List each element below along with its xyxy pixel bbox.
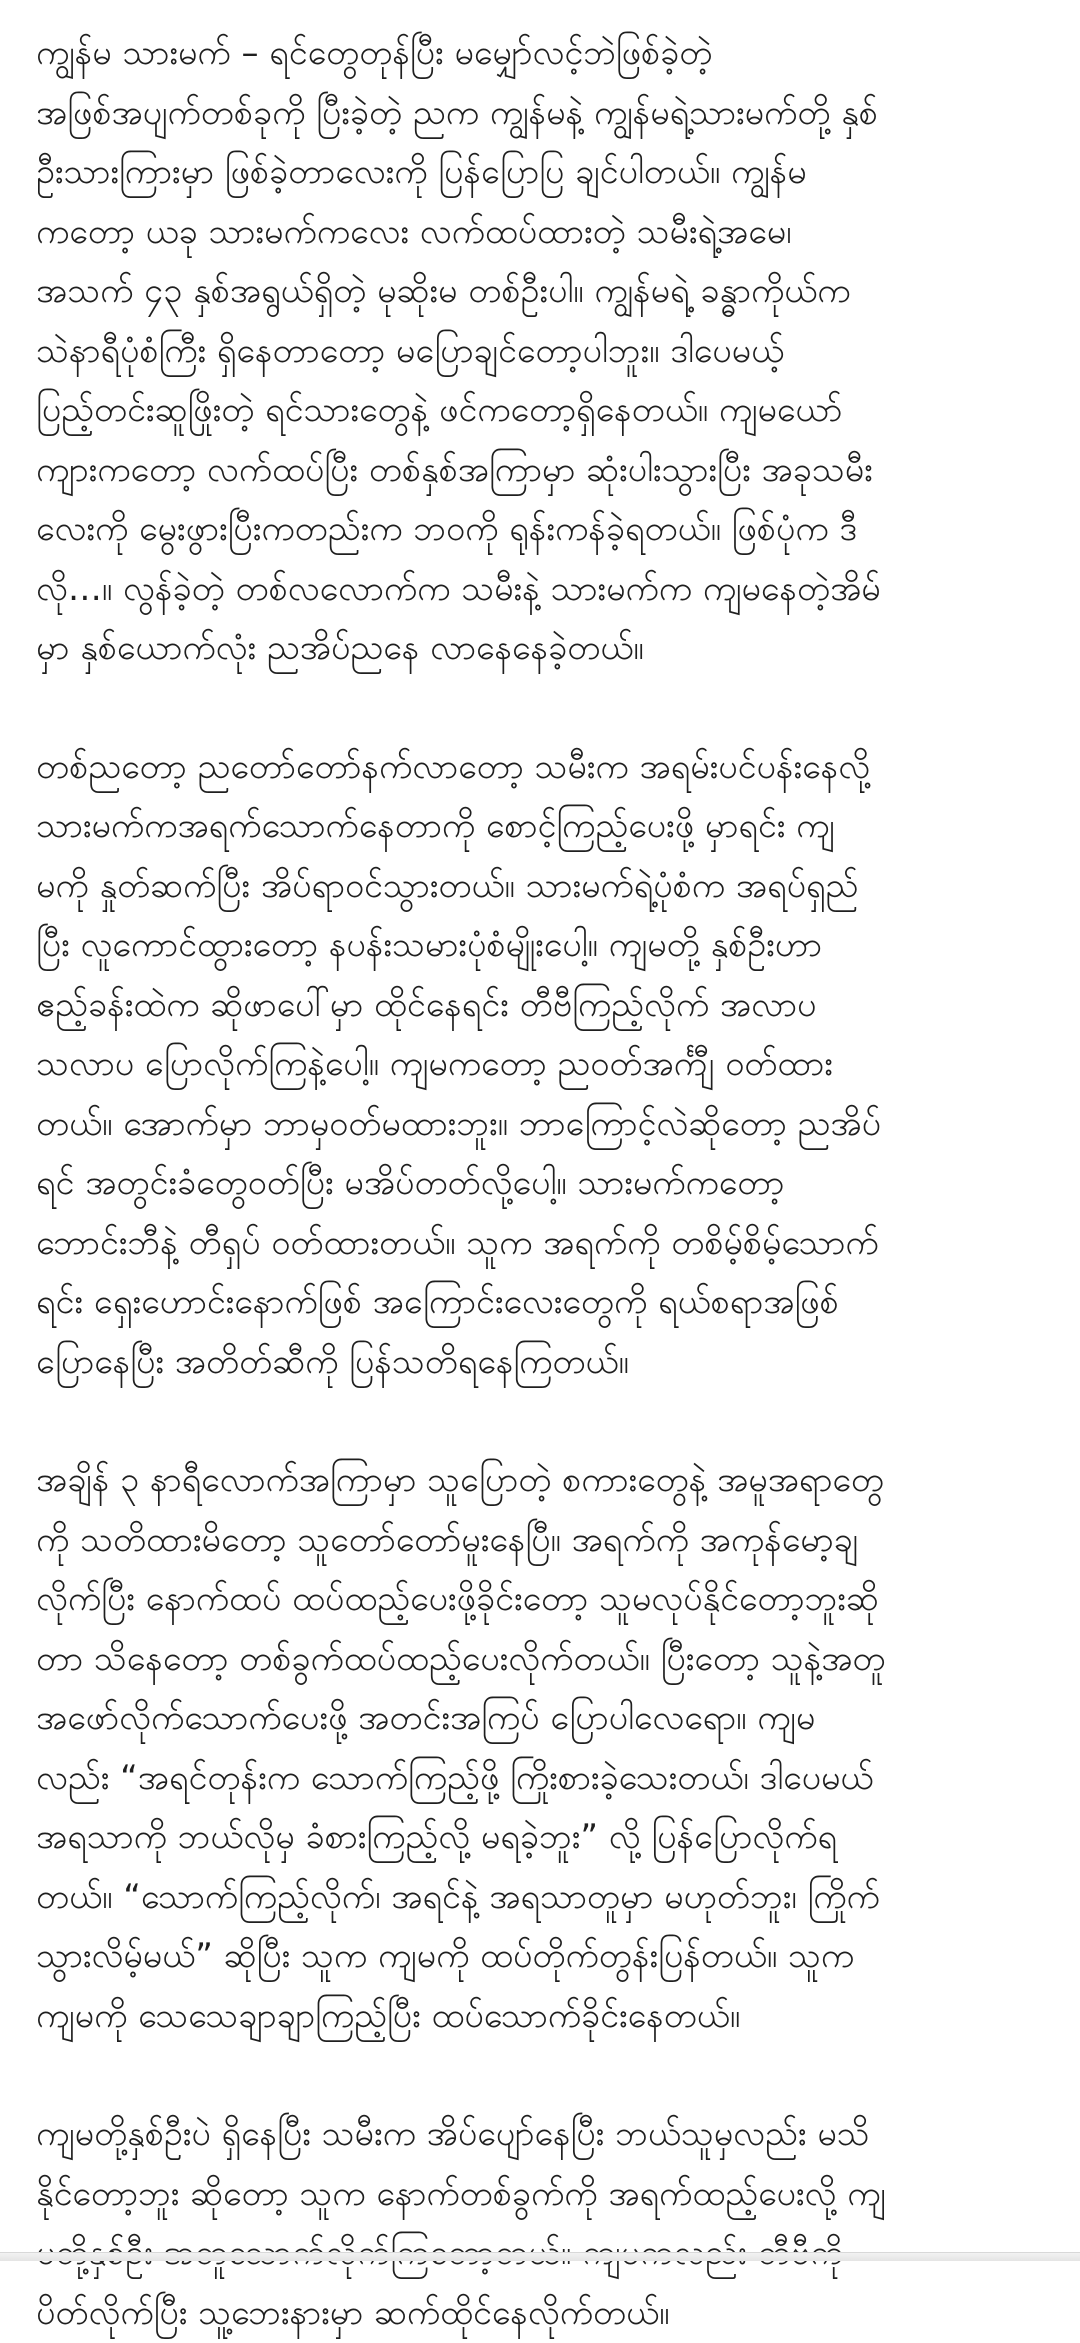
paragraph-3	[36, 1451, 1048, 2046]
article-body	[36, 0, 1048, 2261]
text-line: တစ်ညတော့ ညတော်တော်နက်လာတော့ သမီးက အရမ်းပင်ပန်းနေလို့	[36, 738, 1048, 798]
text-line: ကတော့ ယခု သားမက်ကလေး လက်ထပ်ထားတဲ့ သမီးရဲ့အမေ၊	[36, 203, 1048, 263]
text-line: လေးကို မွေးဖွားပြီးကတည်းက ဘဝကို ရုန်းကန်ခဲ့ရတယ်။ ဖြစ်ပုံက ဒီ	[36, 500, 1048, 560]
text-line: အရသာကို ဘယ်လိုမှ ခံစားကြည့်လို့ မရခဲ့ဘူး” လို့ ပြန်ပြောလိုက်ရ	[36, 1808, 1048, 1868]
text-line: လည်း “အရင်တုန်းက သောက်ကြည့်ဖို့ ကြိုးစားခဲ့သေးတယ်၊ ဒါပေမယ်	[36, 1749, 1048, 1809]
bottom-edge-bar	[0, 2252, 1080, 2261]
text-line: ဧည့်ခန်းထဲက ဆိုဖာပေါ်မှာ ထိုင်နေရင်း တီဗီကြည့်လိုက် အလာပ	[36, 976, 1048, 1036]
text-line: ဘောင်းဘီနဲ့ တီရှပ် ဝတ်ထားတယ်။ သူက အရက်ကို တစိမ့်စိမ့်သောက်	[36, 1214, 1048, 1274]
text-line: သဲနာရီပုံစံကြီး ရှိနေတာတော့ မပြောချင်တော့ပါဘူး။ ဒါပေမယ့်	[36, 322, 1048, 382]
text-line: ပြီး လူကောင်ထွားတော့ နပန်းသမားပုံစံမျိုးပေါ့။ ကျမတို့ နှစ်ဦးဟာ	[36, 916, 1048, 976]
paragraph-4	[36, 2105, 1048, 2343]
text-line: နိုင်တော့ဘူး ဆိုတော့ သူက နောက်တစ်ခွက်ကို အရက်ထည့်ပေးလို့ ကျ	[36, 2165, 1048, 2225]
text-line: ကို သတိထားမိတော့ သူတော်တော်မူးနေပြီ။ အရက်ကို အကုန်မော့ချ	[36, 1511, 1048, 1571]
text-line: တာ သိနေတော့ တစ်ခွက်ထပ်ထည့်ပေးလိုက်တယ်။ ပြီးတော့ သူနဲ့အတူ	[36, 1630, 1048, 1690]
text-line: ကျမကို သေသေချာချာကြည့်ပြီး ထပ်သောက်ခိုင်းနေတယ်။	[36, 1987, 1048, 2047]
text-line: အဖြစ်အပျက်တစ်ခုကို ပြီးခဲ့တဲ့ ညက ကျွန်မနဲ့ ကျွန်မရဲ့သားမက်တို့ နှစ်	[36, 84, 1048, 144]
text-line: အဖော်လိုက်သောက်ပေးဖို့ အတင်းအကြပ် ပြောပါလေရော။ ကျမ	[36, 1689, 1048, 1749]
text-line: အသက် ၄၃ နှစ်အရွယ်ရှိတဲ့ မုဆိုးမ တစ်ဦးပါ။ ကျွန်မရဲ့ ခန္ဓာကိုယ်က	[36, 262, 1048, 322]
text-line: သလာပ ပြောလိုက်ကြနဲ့ပေါ့။ ကျမကတော့ ညဝတ်အင်္ကျီ ဝတ်ထား	[36, 1035, 1048, 1095]
text-line: မကို နှုတ်ဆက်ပြီး အိပ်ရာဝင်သွားတယ်။ သားမက်ရဲ့ပုံစံက အရပ်ရှည်	[36, 857, 1048, 917]
text-line: သားမက်ကအရက်သောက်နေတာကို စောင့်ကြည့်ပေးဖို့ မှာရင်း ကျ	[36, 797, 1048, 857]
text-line: ကျမတို့နှစ်ဦးပဲ ရှိနေပြီး သမီးက အိပ်ပျော်နေပြီး ဘယ်သူမှလည်း မသိ	[36, 2105, 1048, 2165]
text-line: ရင် အတွင်းခံတွေဝတ်ပြီး မအိပ်တတ်လို့ပေါ့။ သားမက်ကတော့	[36, 1154, 1048, 1214]
text-line: မှာ နှစ်ယောက်လုံး ညအိပ်ညနေ လာနေနေခဲ့တယ်။	[36, 619, 1048, 679]
text-line: ဦးသားကြားမှာ ဖြစ်ခဲ့တာလေးကို ပြန်ပြောပြ ချင်ပါတယ်။ ကျွန်မ	[36, 143, 1048, 203]
text-line: သွားလိမ့်မယ်” ဆိုပြီး သူက ကျမကို ထပ်တိုက်တွန်းပြန်တယ်။ သူက	[36, 1927, 1048, 1987]
text-line: ကျားကတော့ လက်ထပ်ပြီး တစ်နှစ်အကြာမှာ ဆုံးပါးသွားပြီး အခုသမီး	[36, 441, 1048, 501]
text-line: ပိတ်လိုက်ပြီး သူ့ဘေးနားမှာ ဆက်ထိုင်နေလိုက်တယ်။	[36, 2284, 1048, 2343]
paragraph-1	[36, 24, 1048, 679]
paragraph-2	[36, 738, 1048, 1393]
text-line: လို…။ လွန်ခဲ့တဲ့ တစ်လလောက်က သမီးနဲ့ သားမက်က ကျမနေတဲ့အိမ်	[36, 560, 1048, 620]
text-line: တယ်။ အောက်မှာ ဘာမှဝတ်မထားဘူး။ ဘာကြောင့်လဲဆိုတော့ ညအိပ်	[36, 1095, 1048, 1155]
text-line: အချိန် ၃ နာရီလောက်အကြာမှာ သူပြောတဲ့ စကားတွေနဲ့ အမူအရာတွေ	[36, 1451, 1048, 1511]
text-line: ကျွန်မ သားမက် – ရင်တွေတုန်ပြီး မမျှော်လင့်ဘဲဖြစ်ခဲ့တဲ့	[36, 24, 1048, 84]
text-line: ရင်း ရှေးဟောင်းနောက်ဖြစ် အကြောင်းလေးတွေကို ရယ်စရာအဖြစ်	[36, 1273, 1048, 1333]
text-line: ပြောနေပြီး အတိတ်ဆီကို ပြန်သတိရနေကြတယ်။	[36, 1333, 1048, 1393]
text-line: တယ်။ “သောက်ကြည့်လိုက်၊ အရင်နဲ့ အရသာတူမှာ မဟုတ်ဘူး၊ ကြိုက်	[36, 1868, 1048, 1928]
text-line: ပြည့်တင်းဆူဖြိုးတဲ့ ရင်သားတွေနဲ့ ဖင်ကတော့ရှိနေတယ်။ ကျမယော်	[36, 381, 1048, 441]
text-line: လိုက်ပြီး နောက်ထပ် ထပ်ထည့်ပေးဖို့ခိုင်းတော့ သူမလုပ်နိုင်တော့ဘူးဆို	[36, 1570, 1048, 1630]
